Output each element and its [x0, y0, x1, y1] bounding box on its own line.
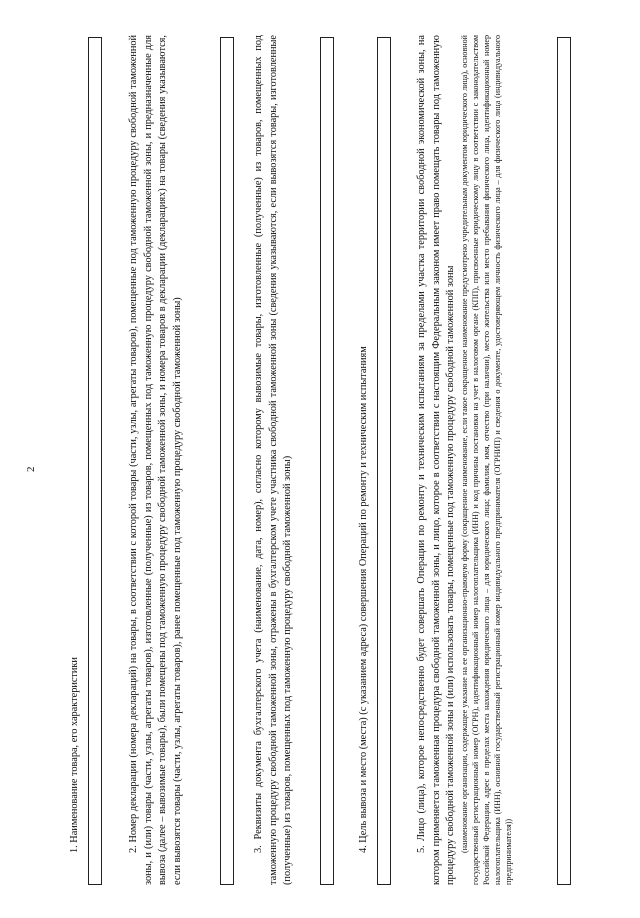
- section-3-text: 3. Реквизиты документа бухгалтерского учета (наименование, дата, номер), согласно которому вывозимые товары, изготовленные (полученные) из товаров, помещенных под таможенную процедуру свободной таможенной зоны, отражены в бухгалтерском учете участника свободной таможенной зоны (сведения указываются, если вывозятся товары, изготовленные (полученные) из товаров, помещенных под таможенную процедуру свободной таможенной зоны): [253, 35, 293, 885]
- section-2-answer-field[interactable]: [220, 37, 234, 885]
- section-4-text: 4. Цель вывоза и место (места) (с указанием адреса) совершения Операций по ремонту и техническим испытаниям: [358, 346, 369, 853]
- section-4: [357, 35, 372, 885]
- section-3-answer-field[interactable]: [320, 37, 334, 885]
- section-5-note: (наименование организации, содержащее указание на ее организационно-правовую форму (сокращенное наименование, если такое сокращенное наименование предусмотрено учредительным документом юридического лица), основной государственный регистрационный номер (ОГРН), идентификационный номер налогоплательщика (ИНН) и код причины постановки на учет в налоговом органе (КПП), присвоенные юридическому лицу в соответствии с законодательством Российской Федерации, адрес в пределах места нахождения юридического лица – для юридического лица; фамилия, имя, отчество (при наличии), место жительства или место пребывания физического лица, идентификационный номер налогоплательщика (ИНН), основной государственный регистрационный номер индивидуального предпринимателя (ОГРНИП) и сведения о документе, удостоверяющем личность физического лица – для физического лица (индивидуального предпринимателя)): [459, 35, 513, 885]
- section-5: [415, 35, 514, 885]
- section-5-answer-field[interactable]: [557, 37, 571, 885]
- page-number: 2: [25, 466, 37, 472]
- section-4-answer-field[interactable]: [377, 37, 391, 885]
- section-1-text: 1. Наименование товара, его характеристики: [69, 657, 80, 853]
- section-2: [127, 35, 185, 885]
- section-1: [68, 35, 83, 885]
- section-1-answer-field[interactable]: [88, 37, 102, 885]
- section-3: [252, 35, 296, 885]
- section-5-text: 5. Лицо (лица), которое непосредственно будет совершать Операции по ремонту и техническим испытаниям за пределами участка территории свободной экономической зоны, на котором применяется таможенная процедура свободной таможенной зоны, и лицо, которое в соответствии с настоящим Федеральным законом имеет право помещать товары под таможенную процедуру свободной таможенной зоны и (или) использовать товары, помещенные под таможенную процедуру свободной таможенной зоны: [416, 35, 456, 885]
- section-2-text: 2. Номер декларации (номера деклараций) на товары, в соответствии с которой товары (части, узлы, агрегаты товаров), помещенные под таможенную процедуру свободной таможенной зоны, и (или) товары (части, узлы, агрегаты товаров), изготовленные (полученные) из товаров, помещенных под таможенную процедуру свободной таможенной зоны, и предназначенные для вывоза (далее – вывозимые товары), были помещены под таможенную процедуру свободной таможенной зоны, и номера товаров в декларации (декларациях) на товары (сведения указываются, если вывозятся товары (части, узлы, агрегаты товаров), ранее помещенные под таможенную процедуру свободной таможенной зоны): [128, 35, 183, 885]
- rotated-form-content: [25, 35, 625, 885]
